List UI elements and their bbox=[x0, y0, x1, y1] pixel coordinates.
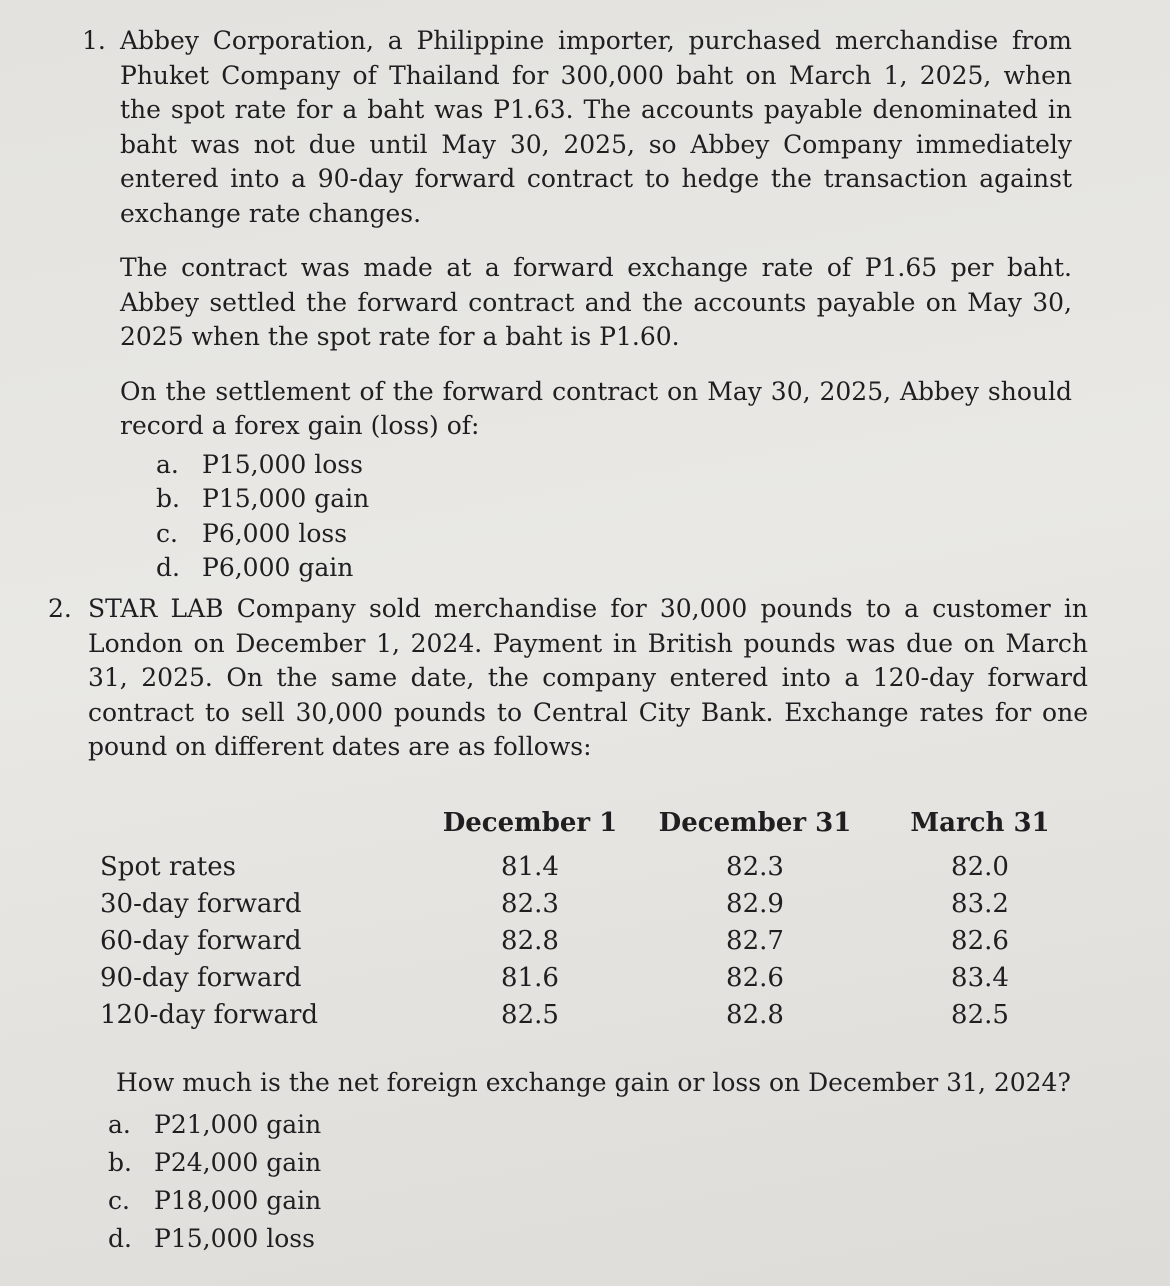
question-2-paragraph-1: STAR LAB Company sold merchandise for 30,000 pounds to a customer in London on December 1, 2024. Payment in British pounds was due on March 31, 2025. On the same date, the company entered into a 120-day forward contract to sell 30,000 pounds to Central City Bank. Exchange rates for one pound on different dates are as follows: bbox=[88, 594, 1088, 761]
option-text: P21,000 gain bbox=[154, 1110, 322, 1139]
option-b bbox=[156, 482, 1072, 517]
table-header-row bbox=[100, 808, 1090, 848]
table-cell: 81.4 bbox=[501, 851, 559, 882]
option-a bbox=[108, 1106, 1100, 1144]
table-cell: 82.3 bbox=[501, 888, 559, 919]
option-c bbox=[108, 1182, 1100, 1220]
question-1-options bbox=[156, 448, 1072, 586]
header-march-31: March 31 bbox=[910, 808, 1050, 838]
table-cell: 82.7 bbox=[726, 925, 784, 956]
table-cell: 83.2 bbox=[951, 888, 1009, 919]
option-text: P15,000 loss bbox=[154, 1224, 315, 1253]
table-row bbox=[100, 996, 1090, 1033]
question-2-options bbox=[108, 1106, 1100, 1258]
table-cell: 82.5 bbox=[501, 999, 559, 1030]
option-text: P18,000 gain bbox=[154, 1186, 322, 1215]
option-letter: b. bbox=[108, 1148, 132, 1177]
table-row bbox=[100, 922, 1090, 959]
question-2-prompt: How much is the net foreign exchange gain or loss on December 31, 2024? bbox=[116, 1068, 1071, 1097]
option-d bbox=[108, 1220, 1100, 1258]
table-cell: 82.9 bbox=[726, 888, 784, 919]
option-text: P24,000 gain bbox=[154, 1148, 322, 1177]
table-row bbox=[100, 848, 1090, 885]
option-d bbox=[156, 551, 1072, 586]
question-2-number: 2. bbox=[48, 594, 72, 623]
option-a bbox=[156, 448, 1072, 483]
table-cell: 82.8 bbox=[501, 925, 559, 956]
exchange-rate-table bbox=[100, 808, 1090, 1033]
question-1-paragraph-2: The contract was made at a forward exchange rate of P1.65 per baht. Abbey settled the forward contract and the accounts payable on May 30, 2025 when the spot rate for a baht is P1.60. bbox=[120, 253, 1072, 351]
option-letter: d. bbox=[108, 1224, 132, 1253]
option-letter: c. bbox=[108, 1186, 130, 1215]
option-text: P6,000 gain bbox=[202, 553, 354, 582]
header-december-1: December 1 bbox=[442, 808, 618, 838]
option-b bbox=[108, 1144, 1100, 1182]
table-cell: 81.6 bbox=[501, 962, 559, 993]
table-row bbox=[100, 959, 1090, 996]
row-label: 60-day forward bbox=[100, 925, 302, 956]
option-text: P6,000 loss bbox=[202, 518, 348, 548]
option-letter: a. bbox=[156, 449, 179, 479]
question-2 bbox=[48, 592, 1088, 765]
row-label: 30-day forward bbox=[100, 888, 302, 919]
question-1-number: 1. bbox=[82, 26, 106, 55]
table-cell: 82.0 bbox=[951, 851, 1009, 882]
table-cell: 82.6 bbox=[726, 962, 784, 993]
question-1-paragraph-1: Abbey Corporation, a Philippine importer, purchased merchandise from Phuket Company of Thailand for 300,000 baht on March 1, 2025, when the spot rate for a baht was P1.63. The accounts payable denominated in baht was not due until May 30, 2025, so Abbey Company immediately entered into a 90-day forward contract to hedge the transaction against exchange rate changes. bbox=[120, 26, 1072, 228]
question-1 bbox=[82, 24, 1072, 586]
table-cell: 82.8 bbox=[726, 999, 784, 1030]
option-letter: d. bbox=[156, 553, 180, 582]
question-2-prompt-block bbox=[100, 1064, 1100, 1258]
table-cell: 82.6 bbox=[951, 925, 1009, 956]
option-text: P15,000 gain bbox=[202, 484, 370, 513]
header-blank bbox=[100, 808, 420, 848]
option-letter: b. bbox=[156, 484, 180, 513]
option-letter: a. bbox=[108, 1110, 131, 1139]
header-december-31: December 31 bbox=[658, 808, 852, 838]
question-1-paragraph-3: On the settlement of the forward contract on May 30, 2025, Abbey should record a forex gain (loss) of: bbox=[120, 376, 1072, 440]
table-cell: 82.5 bbox=[951, 999, 1009, 1030]
row-label: Spot rates bbox=[100, 851, 236, 882]
row-label: 120-day forward bbox=[100, 999, 319, 1030]
option-letter: c. bbox=[156, 518, 178, 548]
option-text: P15,000 loss bbox=[202, 449, 363, 479]
table-row bbox=[100, 885, 1090, 922]
row-label: 90-day forward bbox=[100, 962, 302, 993]
table-cell: 82.3 bbox=[726, 851, 784, 882]
table-cell: 83.4 bbox=[951, 962, 1009, 993]
option-c bbox=[156, 517, 1072, 552]
